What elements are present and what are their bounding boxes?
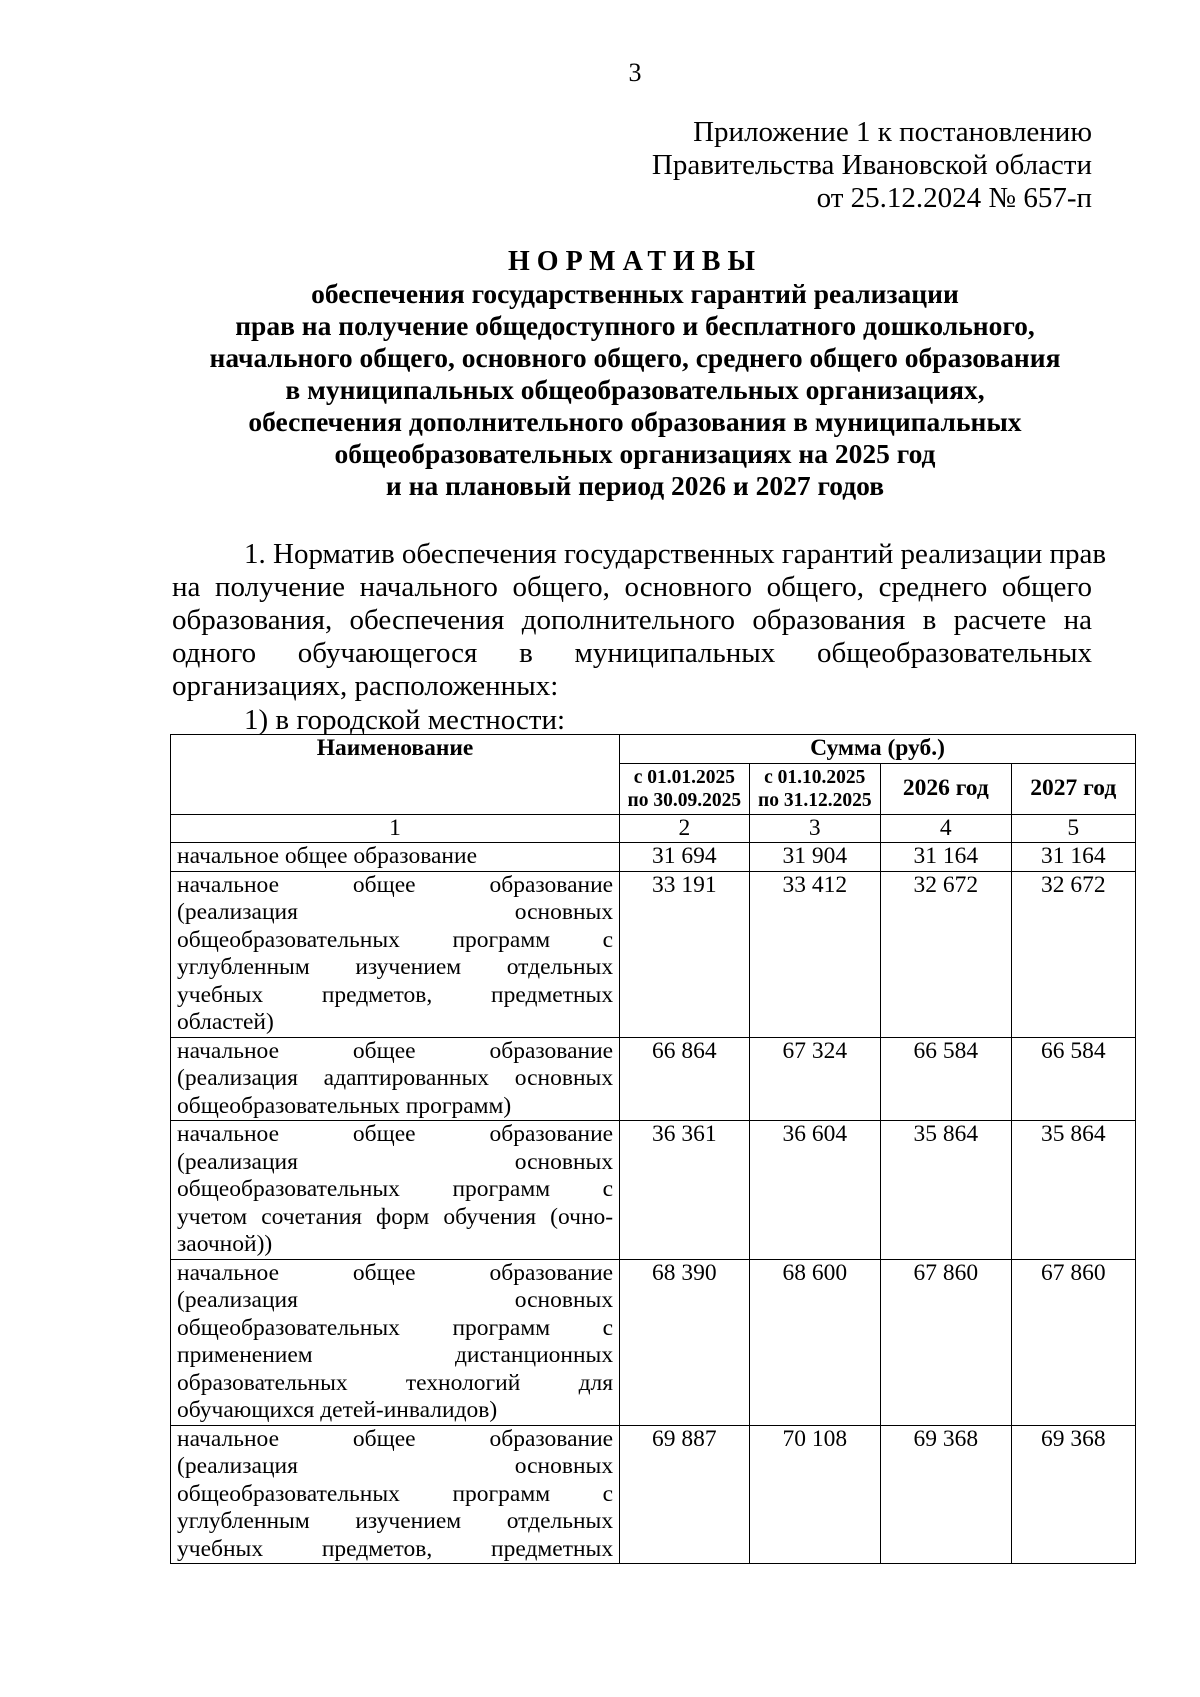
header-year-2026: 2026 год bbox=[881, 763, 1011, 814]
appendix-line-3: от 25.12.2024 № 657-п bbox=[816, 182, 1092, 214]
row-name-line: (реализация адаптированных основных bbox=[177, 1065, 614, 1091]
row-value: 31 694 bbox=[620, 843, 749, 872]
row-name bbox=[171, 1037, 620, 1121]
row-name-line: начальное общее образование bbox=[177, 1259, 614, 1286]
title-line: общеобразовательных организациях на 2025 год bbox=[334, 438, 936, 469]
paragraph-line: организациях, расположенных: bbox=[172, 670, 559, 702]
row-name-line: начальное общее образование bbox=[177, 1425, 614, 1452]
row-name-line: (реализация основных bbox=[177, 1453, 614, 1479]
column-number: 4 bbox=[881, 814, 1011, 843]
row-name-line: общеобразовательных программ с bbox=[177, 1480, 614, 1507]
norms-table bbox=[170, 734, 1136, 1564]
paragraph-line: на получение начального общего, основного общего, среднего общего bbox=[172, 571, 1092, 603]
row-name-line: углубленным изучением отдельных bbox=[177, 954, 614, 980]
row-name bbox=[171, 843, 620, 872]
row-name bbox=[171, 871, 620, 1037]
row-value: 32 672 bbox=[881, 871, 1011, 1037]
row-name-line: учебных предметов, предметных bbox=[177, 981, 614, 1008]
row-value: 69 368 bbox=[881, 1425, 1011, 1564]
row-name-line: применением дистанционных bbox=[177, 1342, 614, 1368]
row-name-line: учебных предметов, предметных bbox=[177, 1535, 614, 1562]
appendix-line-1: Приложение 1 к постановлению bbox=[693, 116, 1092, 148]
row-value: 33 412 bbox=[749, 871, 880, 1037]
row-value: 35 864 bbox=[881, 1121, 1011, 1260]
row-name-line: образовательных технологий для bbox=[177, 1369, 614, 1396]
row-name-line: начальное общее образование bbox=[177, 1121, 614, 1147]
header-period-2-end: по 31.12.2025 bbox=[757, 789, 872, 811]
header-period-1-end: по 30.09.2025 bbox=[627, 789, 742, 811]
table-row bbox=[171, 871, 1136, 1037]
row-value: 67 324 bbox=[749, 1037, 880, 1121]
row-name-line: заочной)) bbox=[177, 1231, 273, 1257]
row-value: 35 864 bbox=[1011, 1121, 1135, 1260]
column-number: 5 bbox=[1011, 814, 1135, 843]
paragraph-line: 1. Норматив обеспечения государственных гарантий реализации прав bbox=[244, 538, 1107, 570]
title-line: начального общего, основного общего, среднего общего образования bbox=[209, 342, 1061, 373]
row-value: 31 904 bbox=[749, 843, 880, 872]
row-name-line: общеобразовательных программ) bbox=[177, 1092, 512, 1119]
row-name-line: (реализация основных bbox=[177, 1287, 614, 1313]
row-value: 69 887 bbox=[620, 1425, 749, 1564]
title-heading: НОРМАТИВЫ bbox=[508, 246, 762, 277]
column-number: 2 bbox=[620, 814, 749, 843]
column-number: 1 bbox=[171, 814, 620, 843]
title-line: и на плановый период 2026 и 2027 годов bbox=[385, 470, 885, 501]
row-name-line: углубленным изучением отдельных bbox=[177, 1508, 614, 1534]
row-name-line: (реализация основных bbox=[177, 1148, 614, 1175]
paragraph-line: образования, обеспечения дополнительного образования в расчете на bbox=[172, 604, 1092, 636]
row-value: 36 604 bbox=[749, 1121, 880, 1260]
title-line: прав на получение общедоступного и бесплатного дошкольного, bbox=[235, 310, 1035, 341]
row-name-line: начальное общее образование bbox=[177, 843, 478, 869]
table-row bbox=[171, 1425, 1136, 1564]
column-number: 3 bbox=[749, 814, 880, 843]
table-row bbox=[171, 1121, 1136, 1260]
header-period-2 bbox=[749, 763, 880, 814]
row-name-line: (реализация основных bbox=[177, 899, 614, 925]
row-value: 67 860 bbox=[881, 1259, 1011, 1425]
row-value: 31 164 bbox=[1011, 843, 1135, 872]
row-name-line: общеобразовательных программ с bbox=[177, 1176, 614, 1202]
header-period-2-start: с 01.10.2025 bbox=[764, 766, 866, 788]
page-number: 3 bbox=[628, 58, 642, 87]
header-sum: Сумма (руб.) bbox=[620, 735, 1136, 764]
row-value: 68 600 bbox=[749, 1259, 880, 1425]
row-value: 66 864 bbox=[620, 1037, 749, 1121]
title-line: обеспечения государственных гарантий реализации bbox=[311, 278, 959, 309]
row-value: 36 361 bbox=[620, 1121, 749, 1260]
row-value: 68 390 bbox=[620, 1259, 749, 1425]
header-period-1-start: с 01.01.2025 bbox=[633, 766, 735, 788]
row-name-line: общеобразовательных программ с bbox=[177, 1314, 614, 1341]
subsection-heading: 1) в городской местности: bbox=[244, 704, 566, 736]
column-numbers-row bbox=[171, 814, 1136, 843]
row-name-line: начальное общее образование bbox=[177, 1037, 614, 1064]
paragraph-line: одного обучающегося в муниципальных общеобразовательных bbox=[172, 637, 1092, 669]
header-name: Наименование bbox=[171, 735, 620, 815]
row-name-line: учетом сочетания форм обучения (очно- bbox=[177, 1203, 614, 1230]
row-name-line: общеобразовательных программ с bbox=[177, 926, 614, 953]
row-value: 67 860 bbox=[1011, 1259, 1135, 1425]
title-line: в муниципальных общеобразовательных организациях, bbox=[285, 374, 985, 405]
table-row bbox=[171, 843, 1136, 872]
row-name-line: обучающихся детей-инвалидов) bbox=[177, 1397, 498, 1423]
row-name-line: начальное общее образование bbox=[177, 871, 614, 898]
row-name bbox=[171, 1259, 620, 1425]
header-year-2027: 2027 год bbox=[1011, 763, 1135, 814]
row-name bbox=[171, 1121, 620, 1260]
row-name bbox=[171, 1425, 620, 1564]
row-value: 66 584 bbox=[1011, 1037, 1135, 1121]
row-name-line: областей) bbox=[177, 1009, 274, 1035]
body-paragraph bbox=[172, 538, 1107, 703]
header-period-1 bbox=[620, 763, 749, 814]
row-value: 69 368 bbox=[1011, 1425, 1135, 1564]
table-row bbox=[171, 1037, 1136, 1121]
appendix-line-2: Правительства Ивановской области bbox=[651, 149, 1092, 181]
table-row bbox=[171, 1259, 1136, 1425]
title-line: обеспечения дополнительного образования в муниципальных bbox=[248, 406, 1022, 437]
appendix-reference bbox=[652, 116, 1092, 215]
row-value: 66 584 bbox=[881, 1037, 1011, 1121]
row-value: 31 164 bbox=[881, 843, 1011, 872]
row-value: 70 108 bbox=[749, 1425, 880, 1564]
row-value: 33 191 bbox=[620, 871, 749, 1037]
document-title bbox=[130, 246, 1140, 502]
row-value: 32 672 bbox=[1011, 871, 1135, 1037]
